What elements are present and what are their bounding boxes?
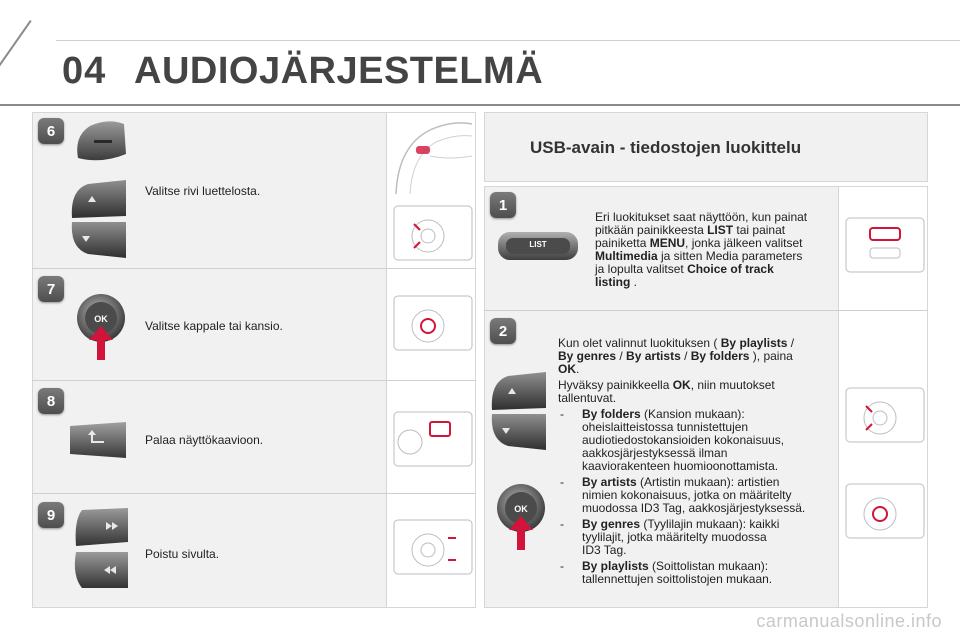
seek-buttons-icon bbox=[68, 506, 132, 592]
dash-thumb-1 bbox=[390, 200, 474, 264]
dash-thumb-2 bbox=[390, 290, 474, 354]
step-text-exit: Poistu sivulta. bbox=[145, 547, 220, 561]
step-text-select-track: Valitse kappale tai kansio. bbox=[145, 319, 283, 333]
left-separator-1 bbox=[32, 268, 476, 269]
step1-line-5: ja lopulta valitset Choice of track bbox=[595, 262, 774, 276]
left-separator-2 bbox=[32, 380, 476, 381]
dash-thumb-4 bbox=[390, 514, 474, 578]
dash-thumb-right-2 bbox=[842, 382, 926, 446]
svg-text:OK: OK bbox=[94, 314, 108, 324]
section-title: USB-avain - tiedostojen luokittelu bbox=[530, 138, 802, 157]
step-text-return: Palaa näyttökaavioon. bbox=[145, 433, 264, 447]
header-diagonal bbox=[0, 20, 32, 100]
header-rule bbox=[0, 104, 960, 106]
step2-line-2: By genres / By artists / By folders ), paina bbox=[558, 349, 793, 363]
step-badge-1: 1 bbox=[490, 192, 516, 218]
ok-knob-right-icon bbox=[494, 482, 548, 554]
up-down-buttons-right-icon bbox=[488, 370, 550, 452]
step1-line-3: painiketta MENU, jonka jälkeen valitset bbox=[595, 236, 803, 250]
back-button-top-icon bbox=[72, 118, 130, 166]
chapter-number: 04 bbox=[62, 50, 107, 92]
step2-line-4: Hyväksy painikkeella OK, niin muutokset bbox=[558, 378, 775, 392]
step2-line-5: tallentuvat. bbox=[558, 391, 617, 405]
svg-text:OK: OK bbox=[514, 504, 528, 514]
step-badge-7: 7 bbox=[38, 276, 64, 302]
up-down-buttons-icon bbox=[68, 178, 130, 260]
ok-knob-icon bbox=[74, 292, 128, 364]
dash-thumb-3 bbox=[390, 406, 474, 470]
step-text-select-row: Valitse rivi luettelosta. bbox=[145, 184, 261, 198]
step1-line-6: listing . bbox=[595, 275, 638, 289]
header-top-rule bbox=[56, 40, 960, 41]
step-badge-9: 9 bbox=[38, 502, 64, 528]
dash-thumb-right-3 bbox=[842, 478, 926, 542]
footer-watermark: carmanualsonline.info bbox=[756, 611, 942, 631]
right-separator bbox=[484, 310, 928, 311]
left-separator-3 bbox=[32, 493, 476, 494]
step1-line-1: Eri luokitukset saat näyttöön, kun painat bbox=[595, 210, 808, 224]
step-badge-6: 6 bbox=[38, 118, 64, 144]
page-title: AUDIOJÄRJESTELMÄ bbox=[134, 50, 544, 92]
step2-line-1: Kun olet valinnut luokituksen ( By playlists / bbox=[558, 336, 795, 350]
steering-wheel-thumb bbox=[390, 116, 474, 196]
step1-line-4: Multimedia ja sitten Media parameters bbox=[595, 249, 803, 263]
step-badge-8: 8 bbox=[38, 388, 64, 414]
list-button-label: LIST bbox=[529, 240, 547, 249]
step2-line-3: OK. bbox=[558, 362, 580, 376]
step-badge-2: 2 bbox=[490, 318, 516, 344]
dash-thumb-right-1 bbox=[842, 212, 926, 276]
step1-line-2: pitkään painikkeesta LIST tai painat bbox=[595, 223, 786, 237]
return-button-icon bbox=[66, 420, 130, 460]
